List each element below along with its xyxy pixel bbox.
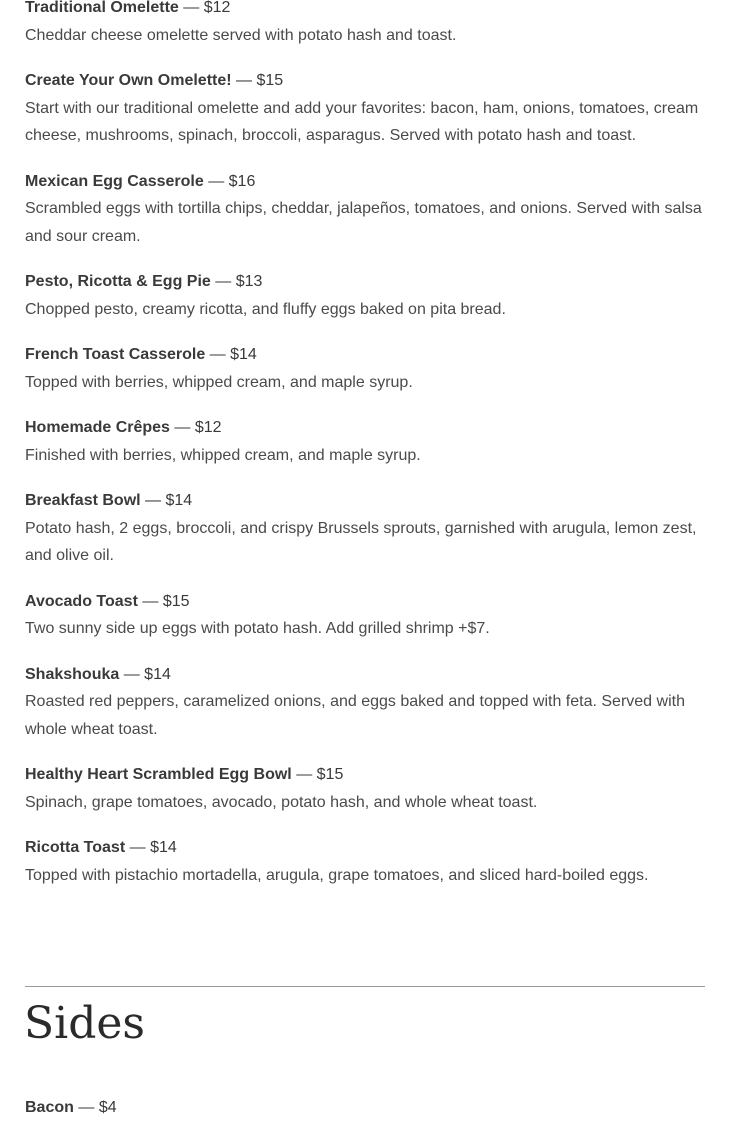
menu-item-separator: — — [142, 592, 159, 610]
menu-item-description: Two sunny side up eggs with potato hash. Add grilled shrimp +$7. — [25, 620, 490, 637]
menu-item-name: Mexican Egg Casserole — [25, 172, 204, 190]
menu-item-price: $15 — [256, 72, 284, 89]
menu-item-name: Pesto, Ricotta & Egg Pie — [25, 273, 211, 290]
sides-section-title: Sides — [24, 998, 145, 1049]
menu-item-heading — [25, 0, 707, 22]
menu-item-heading — [25, 67, 707, 95]
menu-item-price: $14 — [165, 492, 193, 509]
menu-item-heading — [25, 761, 707, 789]
menu-item — [25, 168, 707, 251]
menu-item-name: Homemade Crêpes — [25, 419, 170, 436]
menu-item-heading — [25, 588, 707, 616]
menu-item-name: Healthy Heart Scrambled Egg Bowl — [25, 766, 292, 783]
menu-item-description: Roasted red peppers, caramelized onions, and eggs baked and topped with feta. Served with whole wheat toast. — [25, 693, 685, 738]
menu-item-name: Ricotta Toast — [25, 839, 126, 856]
menu-item-price: $14 — [230, 346, 257, 363]
menu-item-separator: — — [296, 766, 313, 783]
sides-item-separator: — — [78, 1099, 95, 1116]
menu-item-name: Create Your Own Omelette! — [25, 72, 232, 89]
menu-item-name: Traditional Omelette — [25, 0, 179, 16]
menu-item-separator: — — [209, 346, 226, 363]
menu-item-price: $14 — [150, 839, 177, 856]
menu-item — [25, 588, 707, 643]
menu-item-heading — [25, 168, 707, 196]
sides-item-price: $4 — [98, 1099, 117, 1116]
menu-item-separator: — — [123, 665, 140, 683]
menu-item-price: $12 — [194, 419, 222, 436]
menu-item-description: Cheddar cheese omelette served with potato hash and toast. — [25, 26, 457, 44]
menu-item-description: Topped with pistachio mortadella, arugula, grape tomatoes, and sliced hard-boiled eggs. — [25, 866, 649, 884]
menu-item — [25, 268, 707, 323]
menu-item-separator: — — [174, 419, 191, 436]
menu-item-separator: — — [129, 839, 146, 856]
menu-item-price: $12 — [203, 0, 231, 16]
menu-item-separator: — — [215, 273, 232, 290]
menu-item-heading — [25, 268, 707, 296]
menu-item-description: Finished with berries, whipped cream, and maple syrup. — [25, 446, 421, 464]
section-divider — [25, 986, 705, 987]
menu-item — [25, 341, 707, 396]
menu-item-heading — [25, 341, 707, 369]
menu-item-name: French Toast Casserole — [25, 346, 206, 363]
menu-item — [25, 661, 707, 744]
menu-item-description: Chopped pesto, creamy ricotta, and fluffy eggs baked on pita bread. — [25, 300, 506, 318]
menu-item-name: Avocado Toast — [25, 592, 138, 610]
menu-item — [25, 487, 707, 570]
menu-item-price: $13 — [235, 273, 263, 290]
sides-item-heading — [25, 1094, 117, 1122]
menu-item-heading — [25, 414, 707, 442]
menu-item — [25, 67, 707, 150]
menu-item — [25, 761, 707, 816]
menu-item-price: $15 — [316, 766, 344, 783]
menu-item-separator: — — [208, 172, 225, 190]
menu-item-description: Spinach, grape tomatoes, avocado, potato hash, and whole wheat toast. — [25, 793, 538, 811]
menu-item-name: Breakfast Bowl — [25, 492, 141, 509]
menu-item-separator: — — [145, 492, 162, 509]
menu-item-price: $15 — [162, 592, 190, 610]
menu-item-name: Shakshouka — [25, 665, 120, 683]
menu-item-heading — [25, 661, 707, 689]
menu-item-heading — [25, 487, 707, 515]
menu-item-description: Potato hash, 2 eggs, broccoli, and crispy Brussels sprouts, garnished with arugula, lemon zest, and olive oil. — [25, 519, 697, 564]
menu-item-price: $16 — [228, 172, 256, 190]
menu-item-separator: — — [183, 0, 200, 16]
menu-item-description: Scrambled eggs with tortilla chips, cheddar, jalapeños, tomatoes, and onions. Served with salsa and sour cream. — [25, 200, 702, 245]
menu-item-description: Topped with berries, whipped cream, and maple syrup. — [25, 373, 413, 391]
breakfast-menu-list — [25, 0, 707, 907]
menu-item-heading — [25, 834, 707, 862]
menu-item-separator: — — [236, 72, 253, 89]
menu-item — [25, 0, 707, 49]
menu-item — [25, 414, 707, 469]
menu-item — [25, 834, 707, 889]
sides-item-name: Bacon — [25, 1099, 74, 1116]
menu-item-price: $14 — [144, 665, 171, 683]
menu-item-description: Start with our traditional omelette and add your favorites: bacon, ham, onions, tomatoes, cream cheese, mushrooms, spinach, broccoli, asparagus. Served with potato hash and toast. — [25, 99, 699, 144]
